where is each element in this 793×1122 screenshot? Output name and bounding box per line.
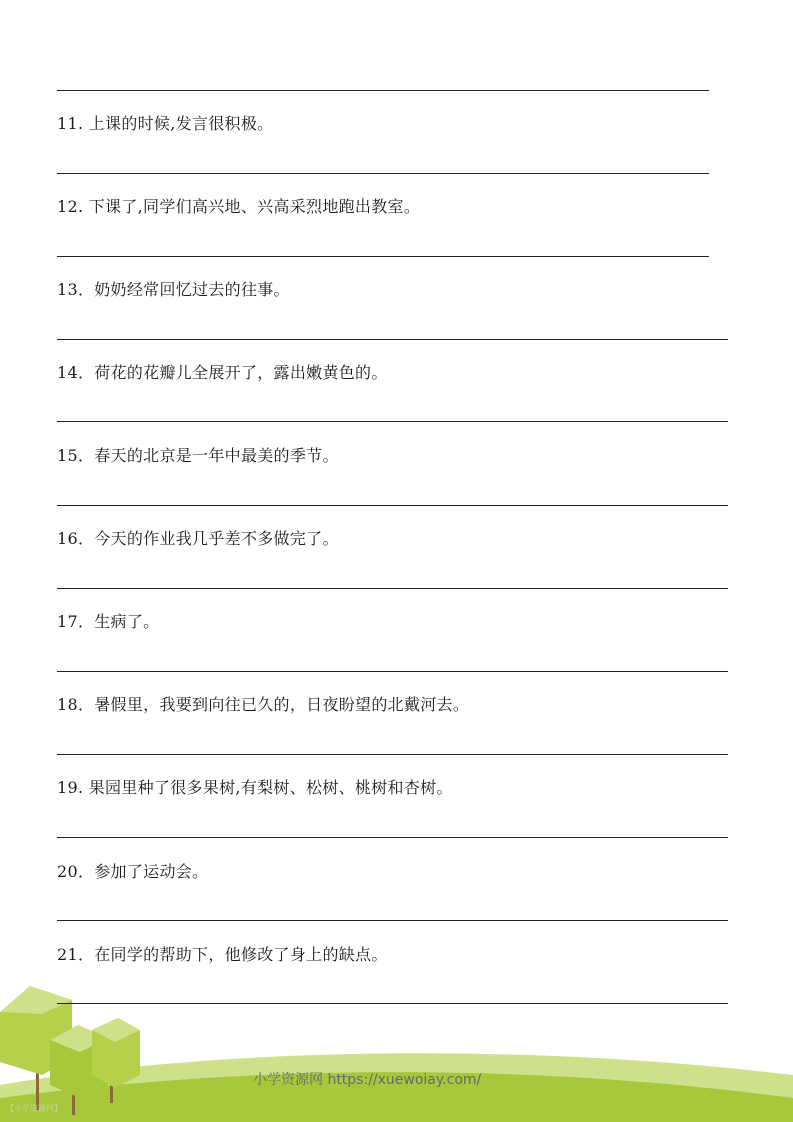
question-20: 20．参加了运动会。 xyxy=(57,862,209,881)
footer-site-link[interactable]: 小学资源网 https://xuewoiay.com/ xyxy=(253,1072,482,1088)
answer-line xyxy=(57,421,728,422)
question-16: 16．今天的作业我几乎差不多做完了。 xyxy=(57,529,339,548)
question-21: 21．在同学的帮助下，他修改了身上的缺点。 xyxy=(57,945,388,964)
answer-line xyxy=(57,1003,728,1004)
question-17: 17．生病了。 xyxy=(57,612,160,631)
answer-line xyxy=(57,505,728,506)
answer-line xyxy=(57,671,728,672)
answer-line xyxy=(57,837,728,838)
answer-line xyxy=(57,920,728,921)
answer-line xyxy=(57,588,728,589)
question-19: 19. 果园里种了很多果树,有梨树、松树、桃树和杏树。 xyxy=(57,778,453,797)
answer-line xyxy=(57,754,728,755)
question-12: 12. 下课了,同学们高兴地、兴高采烈地跑出教室。 xyxy=(57,197,421,216)
footer-watermark: 【小学资源网】 xyxy=(6,1104,62,1113)
answer-line xyxy=(57,256,709,257)
question-13: 13．奶奶经常回忆过去的往事。 xyxy=(57,280,290,299)
question-11: 11. 上课的时候,发言很积极。 xyxy=(57,114,274,133)
answer-line xyxy=(57,173,709,174)
answer-line xyxy=(57,90,709,91)
question-15: 15．春天的北京是一年中最美的季节。 xyxy=(57,446,339,465)
question-18: 18．暑假里，我要到向往已久的，日夜盼望的北戴河去。 xyxy=(57,695,470,714)
answer-line xyxy=(57,339,728,340)
question-14: 14．荷花的花瓣儿全展开了，露出嫩黄色的。 xyxy=(57,363,388,382)
